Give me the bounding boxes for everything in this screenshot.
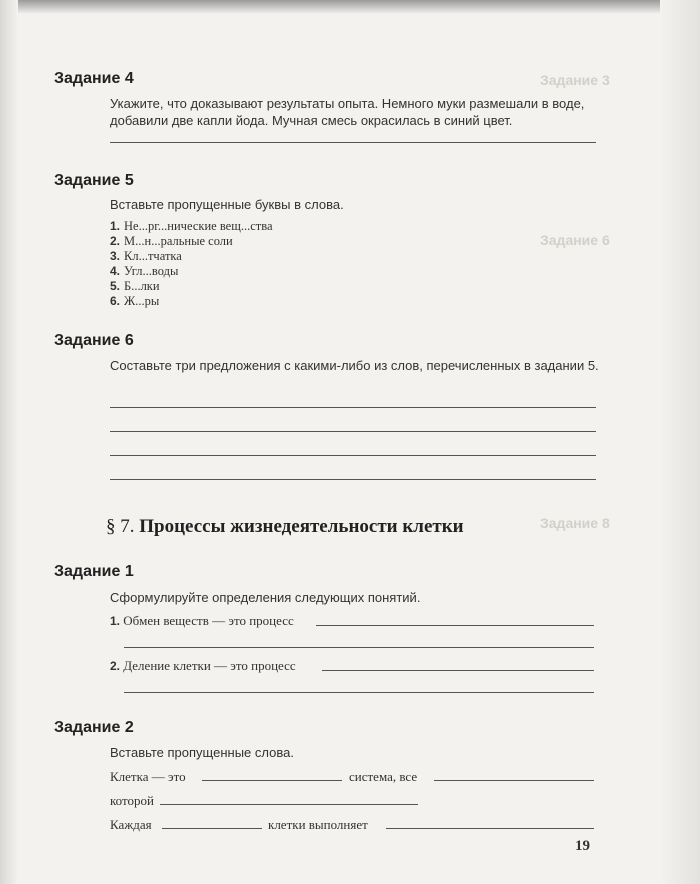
answer-line[interactable] <box>202 780 342 781</box>
answer-line[interactable] <box>316 625 594 626</box>
page-left-shadow <box>0 0 18 884</box>
list-item: 2. М...н...ральные соли <box>110 234 233 248</box>
definition-item-1: 1. Обмен веществ — это процесс <box>110 613 294 628</box>
list-item: 3. Кл...тчатка <box>110 249 182 263</box>
missing-letters-list <box>110 219 273 309</box>
answer-line[interactable] <box>110 142 596 143</box>
definition-item-2: 2. Деление клетки — это процесс <box>110 658 296 673</box>
section-number: § 7. <box>106 516 135 537</box>
list-item: 5. Б...лки <box>110 279 160 293</box>
answer-line[interactable] <box>160 804 418 805</box>
bleed-through-heading: Задание 3 <box>540 72 610 88</box>
list-item: 1. Не...рг...нические вещ...ства <box>110 219 273 233</box>
answer-line[interactable] <box>110 479 596 480</box>
answer-line[interactable] <box>162 828 262 829</box>
task4-title: Задание 4 <box>54 70 134 87</box>
fill-text: система, все <box>349 769 418 784</box>
section-title <box>106 516 464 538</box>
page-top-shadow <box>0 0 700 14</box>
answer-line[interactable] <box>124 692 594 693</box>
answer-line[interactable] <box>124 647 594 648</box>
answer-line[interactable] <box>434 780 594 781</box>
answer-line[interactable] <box>110 407 596 408</box>
answer-line[interactable] <box>322 670 594 671</box>
fill-text: которой <box>110 793 154 808</box>
task4-text: Укажите, что доказывают результаты опыта. Немного муки размешали в воде, добавили две капли йода. Мучная смесь окрасилась в синий цвет. <box>110 96 585 128</box>
list-item: 6. Ж...ры <box>110 294 160 308</box>
answer-line[interactable] <box>386 828 594 829</box>
section-name: Процессы жизнедеятельности клетки <box>139 516 464 537</box>
s7-task2-instruction: Вставьте пропущенные слова. <box>110 745 294 760</box>
list-item: 4. Угл...воды <box>110 264 179 278</box>
page-number: 19 <box>575 838 590 854</box>
task6-title: Задание 6 <box>54 332 134 349</box>
answer-line[interactable] <box>110 431 596 432</box>
task5-title: Задание 5 <box>54 172 134 189</box>
s7-task1-instruction: Сформулируйте определения следующих понятий. <box>110 590 421 605</box>
fill-text: Клетка — это <box>110 769 186 784</box>
s7-task1-title: Задание 1 <box>54 563 134 580</box>
task5-instruction: Вставьте пропущенные буквы в слова. <box>110 197 344 212</box>
fill-text: Каждая <box>110 817 152 832</box>
bleed-through-heading: Задание 8 <box>540 515 610 531</box>
answer-line[interactable] <box>110 455 596 456</box>
bleed-through-heading: Задание 6 <box>540 232 610 248</box>
fill-text: клетки выполняет <box>268 817 368 832</box>
s7-task2-title: Задание 2 <box>54 719 134 736</box>
task6-text: Составьте три предложения с какими-либо из слов, перечисленных в задании 5. <box>110 358 599 373</box>
page-right-shadow <box>660 0 700 884</box>
